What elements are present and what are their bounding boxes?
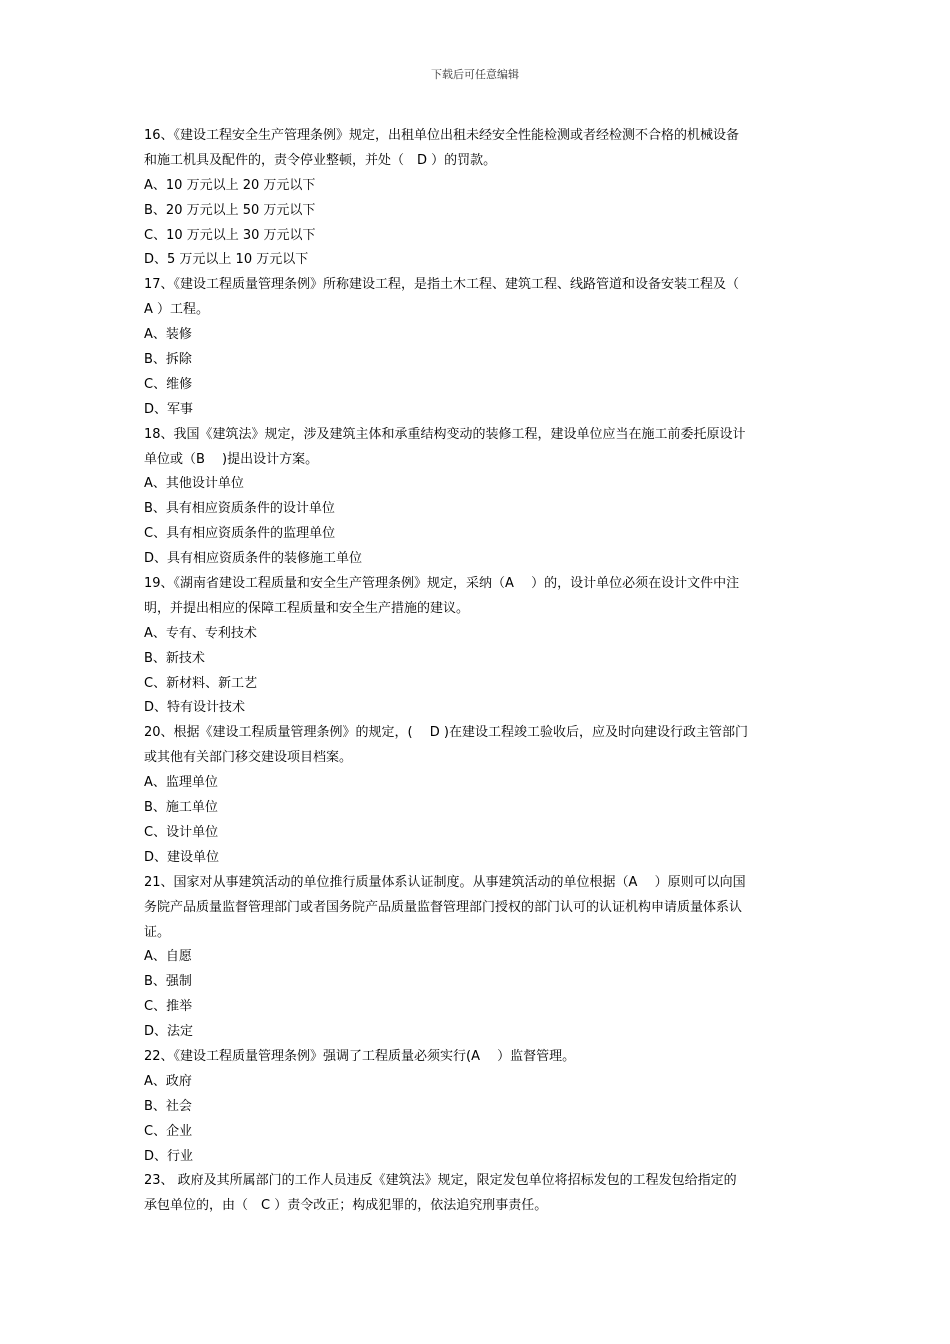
answer-option: C、企业 <box>144 1123 193 1139</box>
answer-option: A、监理单位 <box>144 775 218 791</box>
answer-option: C、10 万元以上 30 万元以下 <box>144 227 316 243</box>
question-text-line: 19、《湖南省建设工程质量和安全生产管理条例》规定，采纳（A ）的，设计单位必须在设计文件中注 <box>144 576 740 592</box>
question-text-line: 22、《建设工程质量管理条例》强调了工程质量必须实行(A ）监督管理。 <box>144 1048 576 1064</box>
question-text-line: 证。 <box>144 924 171 940</box>
question-block <box>144 572 810 721</box>
question-text-line: 单位或（B )提出设计方案。 <box>144 451 319 467</box>
question-block <box>144 273 810 422</box>
answer-option: C、设计单位 <box>144 824 219 840</box>
answer-option: A、其他设计单位 <box>144 476 244 492</box>
question-text-line: A ）工程。 <box>144 302 210 318</box>
answer-option: D、特有设计技术 <box>144 700 246 716</box>
document-body <box>144 124 810 1219</box>
question-block <box>144 721 810 870</box>
question-block <box>144 871 810 1045</box>
answer-option: A、装修 <box>144 327 192 343</box>
answer-option: B、社会 <box>144 1098 192 1114</box>
answer-option: D、建设单位 <box>144 849 220 865</box>
question-text-line: 21、国家对从事建筑活动的单位推行质量体系认证制度。从事建筑活动的单位根据（A ）原则可以向国 <box>144 874 746 890</box>
question-text-line: 17、《建设工程质量管理条例》所称建设工程，是指土木工程、建筑工程、线路管道和设备安装工程及（ <box>144 277 740 293</box>
answer-option: A、自愿 <box>144 949 192 965</box>
answer-option: B、具有相应资质条件的设计单位 <box>144 501 335 517</box>
answer-option: A、专有、专利技术 <box>144 625 257 641</box>
answer-option: D、5 万元以上 10 万元以下 <box>144 252 309 268</box>
answer-option: B、新技术 <box>144 650 205 666</box>
answer-option: A、政府 <box>144 1073 192 1089</box>
question-text-line: 务院产品质量监督管理部门或者国务院产品质量监督管理部门授权的部门认可的认证机构申请质量体系认 <box>144 899 743 915</box>
question-text-line: 和施工机具及配件的，责令停业整顿，并处（ D ）的罚款。 <box>144 152 497 168</box>
question-block <box>144 124 810 273</box>
answer-option: B、强制 <box>144 974 192 990</box>
question-text-line: 20、根据《建设工程质量管理条例》的规定，( D )在建设工程竣工验收后，应及时向建设行政主管部门 <box>144 725 748 741</box>
answer-option: D、具有相应资质条件的装修施工单位 <box>144 551 363 567</box>
answer-option: C、推举 <box>144 999 193 1015</box>
question-block <box>144 1169 810 1219</box>
answer-option: B、拆除 <box>144 352 192 368</box>
question-block <box>144 423 810 572</box>
answer-option: C、具有相应资质条件的监理单位 <box>144 526 336 542</box>
answer-option: D、法定 <box>144 1024 194 1040</box>
question-text-line: 或其他有关部门移交建设项目档案。 <box>144 750 353 766</box>
question-text-line: 16、《建设工程安全生产管理条例》规定，出租单位出租未经安全性能检测或者经检测不合格的机械设备 <box>144 128 740 143</box>
answer-option: D、军事 <box>144 401 194 417</box>
answer-option: C、维修 <box>144 376 193 392</box>
page-header: 下载后可任意编辑 <box>431 68 519 81</box>
answer-option: D、行业 <box>144 1148 194 1164</box>
question-text-line: 承包单位的，由（ C ）责令改正；构成犯罪的，依法追究刑事责任。 <box>144 1198 548 1214</box>
question-text-line: 明，并提出相应的保障工程质量和安全生产措施的建议。 <box>144 600 470 616</box>
question-block <box>144 1045 810 1169</box>
answer-option: B、施工单位 <box>144 800 218 816</box>
answer-option: C、新材料、新工艺 <box>144 675 258 691</box>
answer-option: B、20 万元以上 50 万元以下 <box>144 202 316 218</box>
question-text-line: 23、 政府及其所属部门的工作人员违反《建筑法》规定，限定发包单位将招标发包的工程发包给指定的 <box>144 1173 737 1189</box>
answer-option: A、10 万元以上 20 万元以下 <box>144 177 316 193</box>
question-text-line: 18、我国《建筑法》规定，涉及建筑主体和承重结构变动的装修工程，建设单位应当在施工前委托原设计 <box>144 426 746 442</box>
